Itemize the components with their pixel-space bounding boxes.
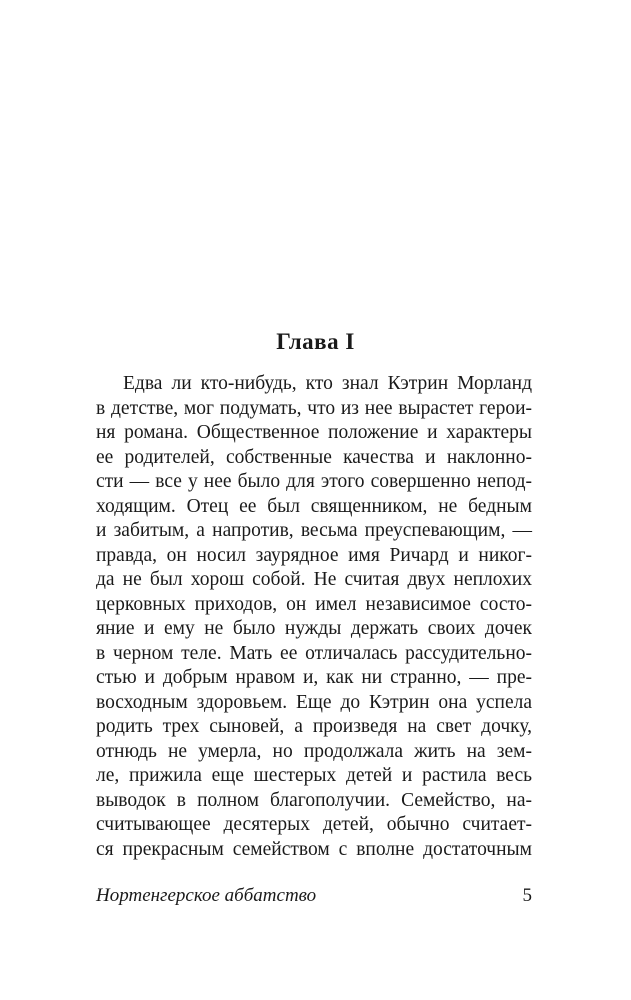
running-title: Нортенгерское аббатство bbox=[96, 885, 317, 906]
text-line: в детстве, мог подумать, что из нее вырастет герои- bbox=[96, 397, 532, 419]
text-line: восходным здоровьем. Еще до Кэтрин она успела bbox=[96, 691, 532, 713]
text-line: ня романа. Общественное положение и характеры bbox=[96, 422, 532, 443]
text-line: ся прекрасным семейством с вполне достаточным bbox=[96, 838, 532, 860]
text-line: считывающее десятерых детей, обычно считает- bbox=[96, 814, 532, 835]
text-line: правда, он носил заурядное имя Ричард и никог- bbox=[96, 544, 532, 566]
text-line: церковных приходов, он имел независимое состо- bbox=[96, 593, 532, 615]
text-line: и забитым, а напротив, весьма преуспевающим, — bbox=[96, 520, 532, 541]
text-line: в черном теле. Мать ее отличалась рассудительно- bbox=[96, 642, 532, 664]
text-line: отнюдь не умерла, но продолжала жить на зем- bbox=[96, 740, 532, 762]
text-line: яние и ему не было нужды держать своих дочек bbox=[96, 618, 532, 639]
text-line: ле, прижила еще шестерых детей и растила весь bbox=[96, 765, 532, 786]
text-line: да не был хорош собой. Не считая двух неплохих bbox=[96, 569, 532, 590]
text-line: выводок в полном благополучии. Семейство, на- bbox=[96, 789, 532, 811]
page-number: 5 bbox=[522, 885, 532, 906]
text-line: сти — все у нее было для этого совершенно непод- bbox=[96, 471, 532, 492]
text-line: стью и добрым нравом и, как ни странно, — пре- bbox=[96, 667, 532, 688]
chapter-heading: Глава I bbox=[276, 329, 355, 354]
text-line: Едва ли кто-нибудь, кто знал Кэтрин Морланд bbox=[123, 373, 532, 394]
body-text bbox=[96, 372, 532, 862]
text-line: ходящим. Отец ее был священником, не бедным bbox=[96, 495, 532, 517]
text-line: родить трех сыновей, а произведя на свет дочку, bbox=[96, 716, 532, 737]
text-line: ее родителей, собственные качества и наклонно- bbox=[96, 446, 532, 468]
